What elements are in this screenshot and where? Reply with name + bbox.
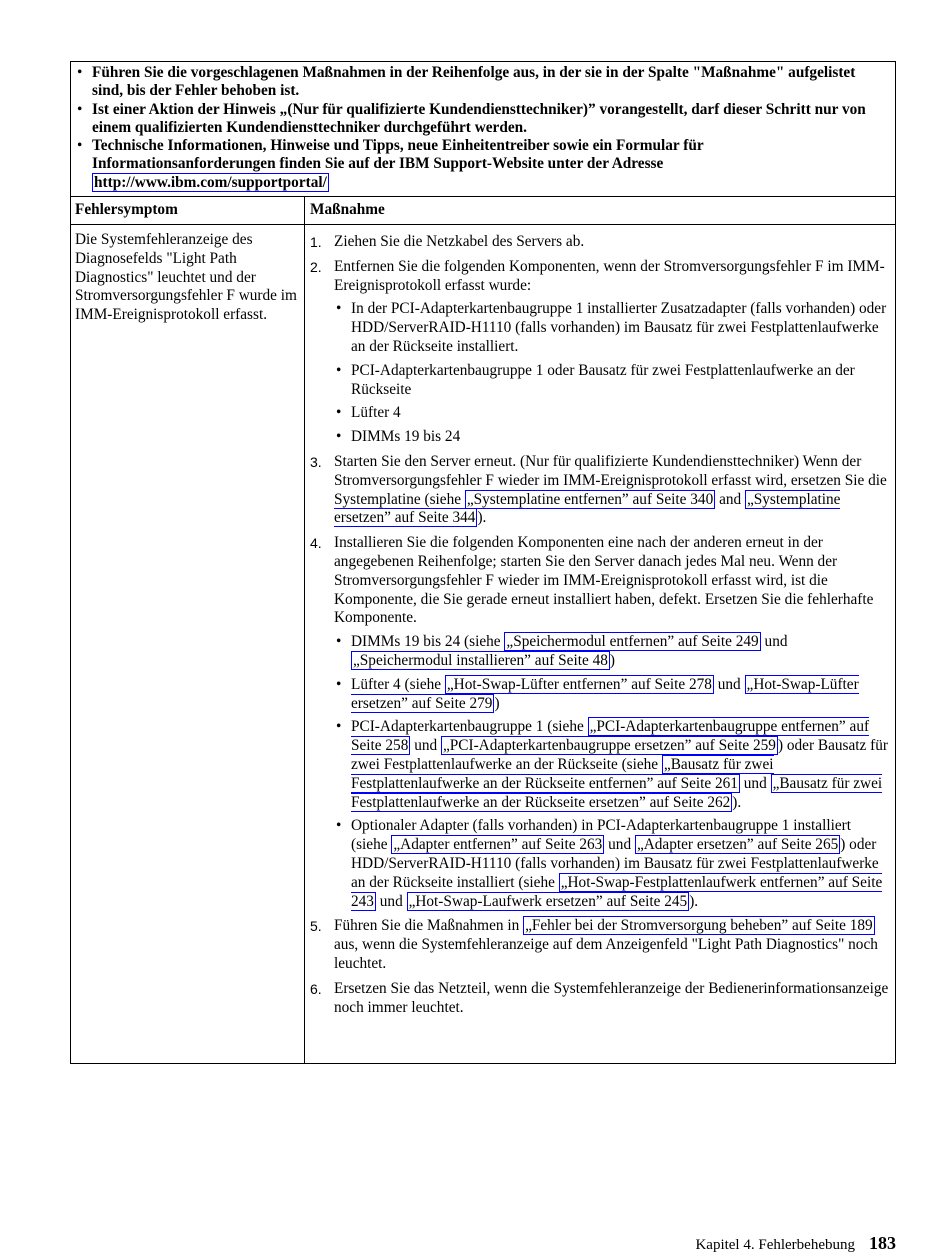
list-text: ). (732, 793, 742, 811)
ibm-support-link[interactable]: http://www.ibm.com/supportportal/ (94, 173, 327, 191)
speichermodul-installieren-link[interactable]: „Speichermodul installieren” auf Seite 48 (353, 652, 608, 670)
note-item (75, 137, 889, 192)
stromversorgung-beheben-link[interactable]: „Fehler bei der Stromversorgung beheben” auf Seite 189 (525, 917, 873, 935)
step-number: 2. (310, 258, 322, 275)
reinstall-list (334, 633, 889, 911)
step-text: Ersetzen Sie das Netzteil, wenn die Systemfehleranzeige der Bedienerinformationsanzeige noch immer leuchtet. (334, 979, 889, 1016)
list-item (334, 633, 889, 671)
list-item: • Lüfter 4 (334, 404, 889, 423)
note-item (75, 101, 889, 138)
note-item (75, 64, 889, 101)
pci-baugruppe-entfernen-link[interactable]: „PCI-Adapterkartenbaugruppe entfernen” auf Seite 258 (351, 718, 870, 755)
action-cell (305, 225, 895, 1063)
list-item (334, 676, 889, 714)
list-item (334, 817, 889, 911)
note-text: Ist einer Aktion der Hinweis „(Nur für qualifizierte Kundendiensttechniker)” vorangestellt, darf dieser Schritt nur von einem qualifizierten Kundendiensttechniker durchgeführt werden. (92, 100, 866, 136)
systemplatine-ersetzen-link[interactable]: „Systemplatine ersetzen” auf Seite 344 (334, 490, 841, 527)
step-text: Ziehen Sie die Netzkabel des Servers ab. (334, 233, 585, 251)
chapter-title: Kapitel 4. Fehlerbehebung (695, 1237, 855, 1253)
page-footer (695, 1233, 896, 1254)
list-text: und (414, 737, 438, 755)
list-item: • In der PCI-Adapterkartenbaugruppe 1 installierter Zusatzadapter (falls vorhanden) oder HDD/ServerRAID-H1110 (falls vorhanden) im Bausatz für zwei Festplattenlaufwerke an der Rückseite installiert. (334, 300, 889, 356)
list-text: und (764, 633, 788, 651)
step-text: ). (477, 509, 487, 527)
step-text: Führen Sie die Maßnahmen in (334, 917, 520, 935)
list-text: DIMMs 19 bis 24 (siehe (351, 633, 501, 651)
adapter-ersetzen-link[interactable]: „Adapter ersetzen” auf Seite 265 (636, 836, 839, 854)
step-text: aus, wenn die Systemfehleranzeige auf dem Anzeigenfeld "Light Path Diagnostics" noch leuchtet. (334, 936, 878, 972)
list-text: Lüfter 4 (siehe (351, 675, 442, 693)
step-number: 4. (310, 535, 322, 552)
note-text: Führen Sie die vorgeschlagenen Maßnahmen in der Reihenfolge aus, in der sie in der Spalte "Maßnahme" aufgelistet sind, bis der Fehler behoben ist. (92, 64, 856, 100)
list-text: und (608, 836, 632, 854)
list-text: PCI-Adapterkartenbaugruppe 1 (siehe (351, 718, 584, 736)
list-item: • PCI-Adapterkartenbaugruppe 1 oder Bausatz für zwei Festplattenlaufwerke an der Rückseite (334, 362, 889, 400)
step-item-5 (310, 917, 889, 973)
step-item-2 (310, 258, 889, 447)
table-header-row (71, 197, 895, 225)
step-text: Installieren Sie die folgenden Komponenten eine nach der anderen erneut in der angegebenen Reihenfolge; starten Sie den Server danach jedes Mal neu. Wenn der Stromversorgungsfehler F wieder im IMM-Ereignisprotokoll erfasst wird, ist die Komponente, die Sie gerade erneut installiert haben, defekt. Ersetzen Sie die fehlerhafte Komponente. (334, 534, 874, 627)
list-text: und (717, 675, 741, 693)
step-item-3 (310, 453, 889, 528)
step-number: 5. (310, 918, 322, 935)
component-list (334, 300, 889, 447)
troubleshooting-table (70, 61, 896, 1064)
festplatte-entfernen-link[interactable]: „Hot-Swap-Festplattenlaufwerk entfernen” auf Seite 243 (351, 873, 883, 910)
step-item-4 (310, 534, 889, 911)
list-text: ) oder Bausatz für zwei Festplattenlaufwerke an der Rückseite (siehe (351, 737, 888, 773)
note-text: Technische Informationen, Hinweise und Tipps, neue Einheitentreiber sowie ein Formular für Informationsanforderungen finden Sie auf der IBM Support-Website unter der Adresse (92, 137, 704, 173)
instructions-notes (71, 62, 895, 197)
step-number: 3. (310, 454, 322, 471)
step-item-6 (310, 980, 889, 1018)
luefter-ersetzen-link[interactable]: „Hot-Swap-Lüfter ersetzen” auf Seite 279 (351, 675, 859, 712)
symptom-cell: Die Systemfehleranzeige des Diagnosefelds "Light Path Diagnostics" leuchtet und der Stromversorgungsfehler F wurde im IMM-Ereignisprotokoll erfasst. (71, 225, 305, 1063)
systemplatine-entfernen-link[interactable]: „Systemplatine entfernen” auf Seite 340 (466, 490, 714, 508)
column-header-action: Maßnahme (310, 201, 385, 219)
laufwerk-ersetzen-link[interactable]: „Hot-Swap-Laufwerk ersetzen” auf Seite 245 (408, 892, 688, 910)
step-item-1 (310, 233, 889, 252)
step-number: 6. (310, 980, 322, 997)
step-text: and (719, 490, 742, 508)
page-number: 183 (869, 1233, 896, 1253)
bausatz-entfernen-link[interactable]: „Bausatz für zwei Festplattenlaufwerke an der Rückseite entfernen” auf Seite 261 (351, 756, 774, 792)
list-text: ) oder HDD/ServerRAID-H1110 (falls vorhanden) im Bausatz für zwei Festplattenlaufwerke an der Rückseite installiert (siehe (351, 836, 879, 891)
pci-baugruppe-ersetzen-link[interactable]: „PCI-Adapterkartenbaugruppe ersetzen” auf Seite 259 (442, 737, 776, 755)
speichermodul-entfernen-link[interactable]: „Speichermodul entfernen” auf Seite 249 (506, 633, 759, 651)
list-text: ) (494, 694, 500, 712)
adapter-entfernen-link[interactable]: „Adapter entfernen” auf Seite 263 (393, 836, 603, 854)
action-steps-list (310, 233, 889, 1017)
list-text: ) (609, 652, 615, 670)
step-number: 1. (310, 234, 322, 251)
luefter-entfernen-link[interactable]: „Hot-Swap-Lüfter entfernen” auf Seite 278 (446, 675, 712, 693)
step-text: Starten Sie den Server erneut. (Nur für qualifizierte Kundendiensttechniker) Wenn der Stromversorgungsfehler F wieder im IMM-Ereignisprotokoll erfasst wird, ersetzen Sie die Systemplatine (siehe (334, 453, 887, 508)
list-text: Optionaler Adapter (falls vorhanden) in PCI-Adapterkartenbaugruppe 1 installiert (siehe (351, 817, 851, 854)
list-item: • DIMMs 19 bis 24 (334, 428, 889, 447)
list-item (334, 718, 889, 812)
bausatz-ersetzen-link[interactable]: „Bausatz für zwei Festplattenlaufwerke an der Rückseite ersetzen” auf Seite 262 (351, 774, 883, 811)
column-header-symptom: Fehlersymptom (71, 197, 305, 224)
list-text: und (379, 892, 403, 910)
list-text: ). (689, 892, 699, 910)
list-text: und (743, 774, 767, 792)
step-text: Entfernen Sie die folgenden Komponenten, wenn der Stromversorgungsfehler F im IMM-Ereignisprotokoll erfasst wurde: (334, 257, 885, 294)
table-row (71, 225, 895, 1063)
